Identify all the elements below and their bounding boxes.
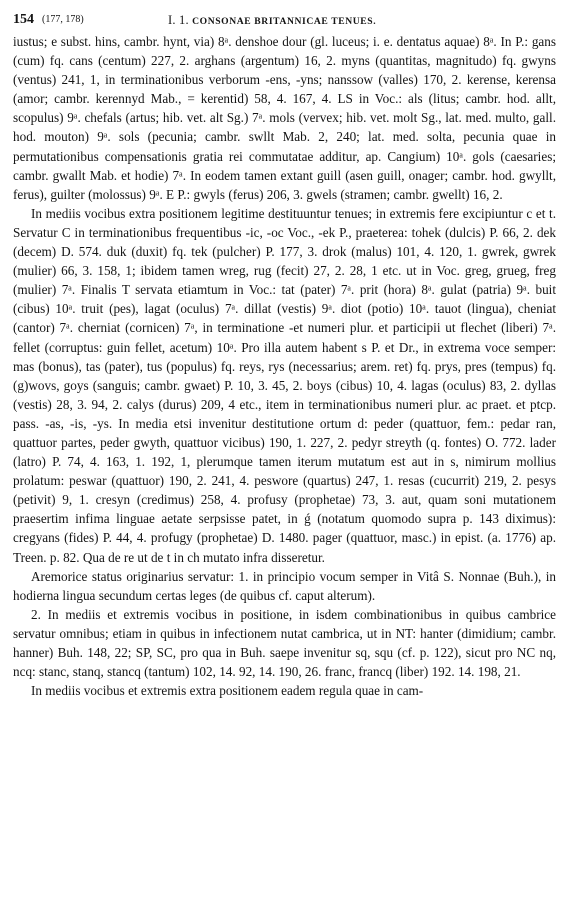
paragraph: 2. In mediis et extremis vocibus in positione, in isdem combinationibus in quibus cambrice servatur omnibus; etiam in quibus in infectionem nutat cambrica, ut in NT: hanter (dimidium; cambr. hanner) Buh. 148, 22; SP, SC, pro qua in Buh. saepe invenitur sq, squ (cf. p. 122), sicut pro NC nq, ncq: stanc, stanq, stancq (tantum) 102, 14. 92, 14. 190, 26. franc, francq (liber) 192. 14. 198, 21. xyxy=(13,606,556,680)
paragraph: iustus; e subst. hins, cambr. hynt, via) 8ᵃ. denshoe dour (gl. luceus; i. e. dentatus aquae) 8ᵃ. In P.: gans (cum) fq. cans (centum) 227, 2. arghans (argentum) 16, 2. myns (quantitas, magnitudo) fq. gwyns (ventus) 241, 1, in terminationibus verborum -ens, -yns; nanssow (valles) 170, 2. kerense, kerensa (amor; cambr. kerennyd Mab., = kerentid) 58, 4. 167, 4. LS in Voc.: als (litus; cambr. hod. allt, scopulus) 9ᵃ. chefals (artus; hib. vet. alt Sg.) 7ᵃ. mols (vervex; hib. vet. molt Sg., lat. med. multo, gall. hod. mouton) 9ᵃ. sols (pecunia; cambr. swllt Mab. 2, 240; lat. med. solta, pecunia quae in permutationibus compensationis gratia rei commutatae additur, ap. Cangium) 10ᵃ. gols (caesaries; cambr. gwallt Mab. et hodie) 7ᵃ. In eodem tamen extant guill (asen guill, onager; cambr. hod. gwyllt, ferus), guilter (molossus) 9ᵃ. E P.: gwyls (ferus) 206, 3. gwels (stramen; cambr. gwellt) 16, 2. xyxy=(13,34,556,202)
paragraph: In mediis vocibus et extremis extra positionem eadem regula quae in cam- xyxy=(31,683,424,699)
running-header xyxy=(13,9,556,31)
book-page xyxy=(13,9,556,700)
page-range: (177, 178) xyxy=(42,14,84,25)
page-number: 154 xyxy=(13,12,34,27)
body-text xyxy=(13,32,556,700)
paragraph: Aremorice status originarius servatur: 1. in principio vocum semper in Vitâ S. Nonnae (Buh.), in hodierna lingua secundum certas leges (de quibus cf. caput alterum). xyxy=(13,568,556,603)
paragraph: In mediis vocibus extra positionem legitime destituuntur tenues; in extremis fere excipiuntur c et t. Servatur C in terminationibus frequentibus -ic, -oc Voc., -ek P., praeterea: tohek (dulcis) P. 66, 2. dek (decem) D. 574. duk (duxit) fq. tek (pulcher) P. 177, 3. drok (malus) 101, 4. 120, 1. gwrek, gwrek (mulier) 66, 3. 158, 1; ibidem tamen wreg, rug (fecit) 27, 2. 28, 1 etc. ut in Voc. greg, grueg, freg (mulier) 7ᵃ. Finalis T servata etiamtum in Voc.: tat (pater) 7ᵃ. prit (hora) 8ᵃ. gulat (patria) 9ᵃ. buit (cibus) 10ᵃ. truit (pes), lagat (oculus) 7ᵃ. dillat (vestis) 9ᵃ. diot (potio) 10ᵃ. tauot (lingua), cheniat (cantor) 7ᵃ. cherniat (cornicen) 7ᵃ, in terminatione -et numeri plur. et participii ut flechet (liberi) 7ᵃ. fellet (corruptus: guin fellet, acetum) 10ᵃ. Pro illa autem habent s P. et Dr., in extrema voce semper: mas (bonus), tas (pater), tus (populus) fq. reys, rys (necessarius; arem. ret) fq. prys, pres (tempus) fq. (g)wovs, goys (sanguis; cambr. gwaet) P. 10, 3. 45, 2. boys (cibus) 10, 4. lagas (oculus) 83, 2. dyllas (vestis) 28, 3. 94, 2. calys (durus) 209, 4 etc., item in terminationibus numeri plur. ac praet. et ptcp. pass. -as, -is, -ys. In media etsi invenitur destitutione ortum d: peder (quattuor, fem.: pedar ran, quattuor partes, peder gwyth, quattuor vicibus) 190, 1. 227, 2. pedyr streyth (q. fontes) O. 772. lader (latro) P. 74, 4. 163, 1. 192, 1, plerumque tamen iterum mutatum est aut in s, nimirum mollius prolatum: peswar (quattuor) 190, 2. 241, 4. peswore (quartus) 247, 1. resas (cucurrit) 219, 2. pesys (petivit) 9, 1. cresyn (credimus) 258, 4. profusy (prophetae) 73, 3. aut, quam soni mutationem praesertim infima linguae aetate serpsisse patet, in ǵ (notatum quomodo supra p. 143 diximus): cregyans (fides) P. 44, 4. profugy (prophetae) D. 1480. pager (quattuor, masc.) in epist. (a. 1776) ap. Treen. p. 82. Qua de re ut de t in ch mutato infra disseretur. xyxy=(13,205,556,565)
running-title xyxy=(168,9,376,33)
chapter-number: I. 1. xyxy=(168,13,189,27)
section-title: CONSONAE BRITANNICAE TENUES. xyxy=(192,16,377,27)
